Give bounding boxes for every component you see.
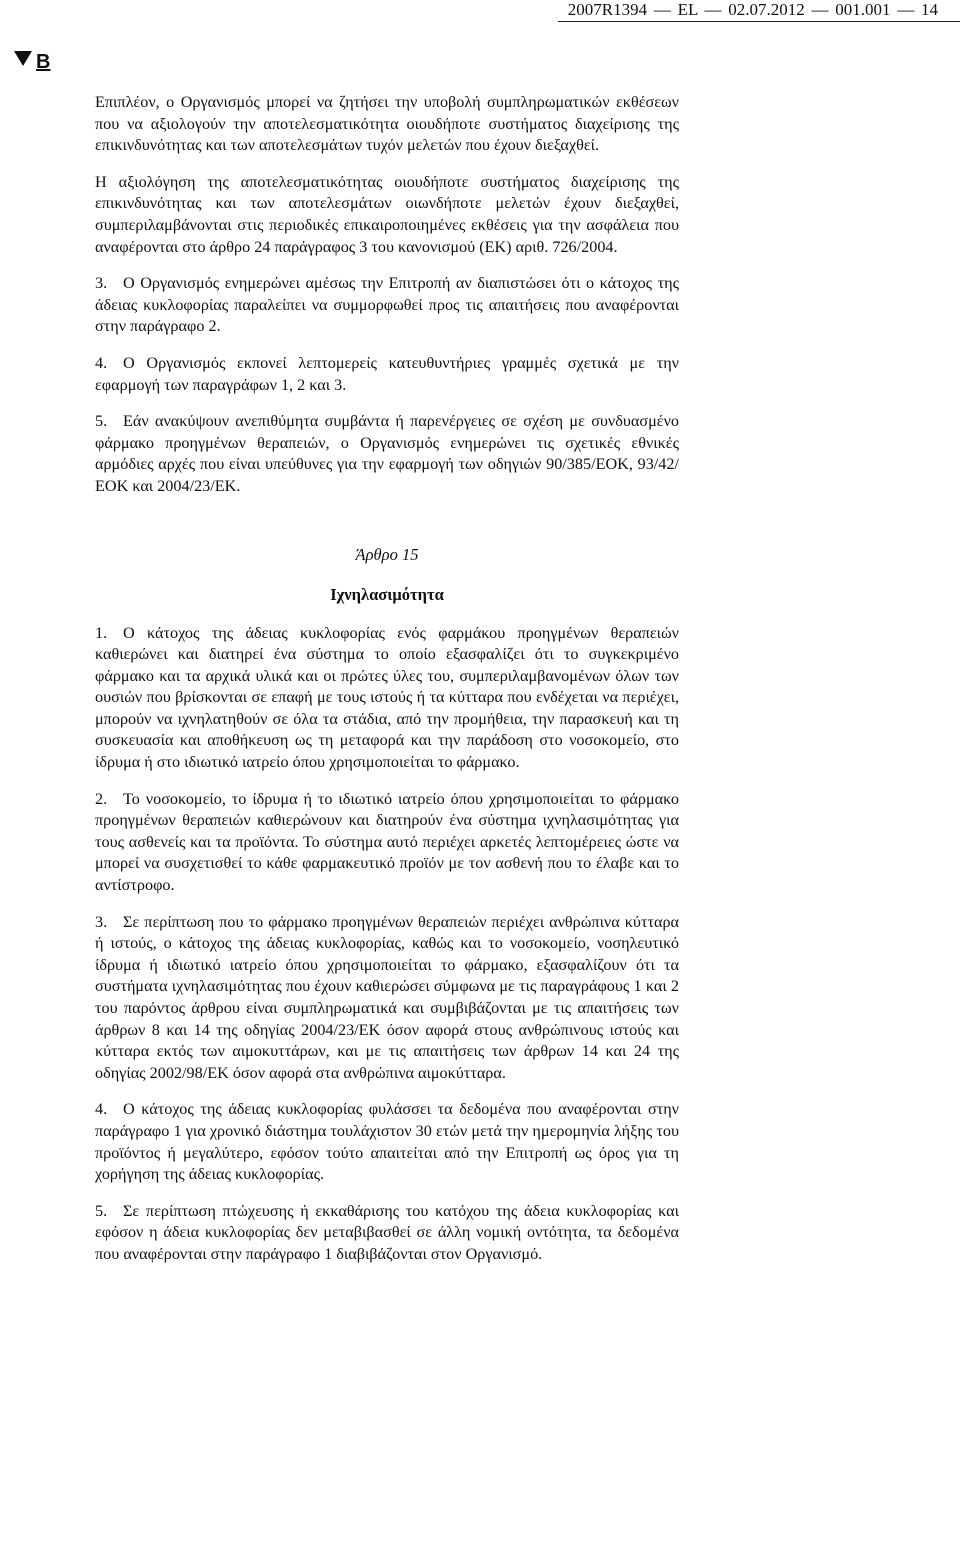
header-separator: — bbox=[811, 0, 829, 19]
header-separator: — bbox=[653, 0, 671, 19]
document-date: 02.07.2012 bbox=[728, 0, 805, 19]
paragraphs-before bbox=[95, 92, 679, 498]
paragraph bbox=[95, 411, 679, 497]
paragraph bbox=[95, 273, 679, 338]
paragraph-number: 1. bbox=[95, 623, 108, 642]
paragraph-text: Το νοσοκομείο, το ίδρυμα ή το ιδιωτικό ιατρείο όπου χρησιμοποιείται το φάρμακο προηγμένων θεραπειών καθιερώνουν και διατηρούν ένα σύστημα ιχνηλασιμότητας για τους ασθενείς και τα προϊόντα. Το σύστημα αυτό περιέχει αρκετές λεπτομέρειες ώστε να μπορεί να συσχετισθεί το κάθε φαρμακευτικό προϊόν με τον ασθενή που το έλαβε και το αντίστροφο. bbox=[95, 789, 679, 895]
article-heading: Άρθρο 15 bbox=[355, 544, 419, 564]
paragraph-number: 5. bbox=[95, 1201, 108, 1220]
header-separator: — bbox=[897, 0, 915, 19]
paragraph-text: Εάν ανακύψουν ανεπιθύμητα συμβάντα ή παρενέργειες σε σχέση με συνδυασμένο φάρμακο προηγμένων θεραπειών, ο Οργανισμός ενημερώνει τις σχετικές εθνικές αρμόδιες αρχές που είναι υπεύθυνες για την εφαρμογή των οδηγιών 90/385/ΕΟΚ, 93/42/ΕΟΚ και 2004/23/ΕΚ. bbox=[95, 412, 679, 495]
article-title: Ιχνηλασιμότητα bbox=[330, 584, 444, 604]
paragraph-text: Επιπλέον, ο Οργανισμός μπορεί να ζητήσει την υποβολή συμπληρωματικών εκθέσεων που να αξιολογούν την αποτελεσματικότητα οιουδήποτε συστήματος διαχείρισης της επικινδυνότητας και των αποτελεσμάτων τυχόν μελετών που έχουν διεξαχθεί. bbox=[95, 93, 679, 155]
paragraph bbox=[95, 1099, 679, 1185]
paragraph-text: Ο Οργανισμός εκπονεί λεπτομερείς κατευθυντήριες γραμμές σχετικά με την εφαρμογή των παραγράφων 1, 2 και 3. bbox=[95, 353, 679, 394]
paragraph-number: 3. bbox=[95, 912, 108, 931]
paragraph-text: Ο Οργανισμός ενημερώνει αμέσως την Επιτροπή αν διαπιστώσει ότι ο κάτοχος της άδειας κυκλοφορίας παραλείπει να συμμορφωθεί προς τις απαιτήσεις που αναφέρονται στην παράγραφο 2. bbox=[95, 274, 679, 336]
paragraph-text: Σε περίπτωση που το φάρμακο προηγμένων θεραπειών περιέχει ανθρώπινα κύτταρα ή ιστούς, ο κάτοχος της άδειας κυκλοφορίας, καθώς και το νοσοκομείο, νοσηλευτικό ίδρυμα ή ιδιωτικό ιατρείο όπου χρησιμοποιείται το φάρμακο, εξασφαλίζουν ότι τα συστήματα ιχνηλασιμότητας που έχουν καθιερώσει σύμφωνα με τις παραγράφους 1 και 2 του παρόντος άρθρου είναι συμπληρωματικά και συμβιβάζονται με τις απαιτήσεις των άρθρων 8 και 14 της οδηγίας 2004/23/ΕΚ όσον αφορά στους ανθρώπινους ιστούς και κύτταρα εκτός των αιμοκυττάρων, και με τις απαιτήσεις των άρθρων 14 και 24 της οδηγίας 2002/98/ΕΚ όσον αφορά στα ανθρώπινα αιμοκύτταρα. bbox=[95, 912, 679, 1082]
paragraph-text: Ο κάτοχος της άδειας κυκλοφορίας φυλάσσει τα δεδομένα που αναφέρονται στην παράγραφο 1 για χρονικό διάστημα τουλάχιστον 30 ετών μετά την ημερομηνία λήξης του προϊόντος ή μεγαλύτερο, εφόσον τούτο απαιτείται από την Επιτροπή ως όρος για τη χορήγηση της άδειας κυκλοφορίας. bbox=[95, 1100, 679, 1184]
paragraph-number: 5. bbox=[95, 412, 108, 431]
amendment-letter: B bbox=[36, 51, 51, 73]
paragraph bbox=[95, 789, 679, 897]
document-language: EL bbox=[677, 0, 698, 19]
paragraph-number: 4. bbox=[95, 1100, 108, 1119]
paragraph bbox=[95, 353, 679, 396]
amendment-marker bbox=[14, 49, 50, 75]
running-header bbox=[568, 0, 938, 22]
paragraph bbox=[95, 172, 679, 258]
paragraph-number: 2. bbox=[95, 789, 108, 808]
page-number: 14 bbox=[921, 0, 938, 19]
triangle-down-icon bbox=[14, 51, 32, 66]
paragraph bbox=[95, 92, 679, 157]
paragraph bbox=[95, 1201, 679, 1266]
header-rule bbox=[558, 21, 960, 22]
paragraph-text: Σε περίπτωση πτώχευσης ή εκκαθάρισης του κατόχου της άδεια κυκλοφορίας και εφόσον η άδεια κυκλοφορίας δεν μεταβιβασθεί σε άλλη νομική οντότητα, τα δεδομένα που αναφέρονται στην παράγραφο 1 διαβιβάζονται στον Οργανισμό. bbox=[95, 1201, 679, 1263]
paragraph bbox=[95, 623, 679, 774]
paragraph-text: Ο κάτοχος της άδειας κυκλοφορίας ενός φαρμάκου προηγμένων θεραπειών καθιερώνει και διατηρεί ένα σύστημα το οποίο εξασφαλίζει ότι το συγκεκριμένο φάρμακο και τα αρχικά υλικά και οι πρώτες ύλες του, συμπεριλαμβανομένων όλων των ουσιών που βρίσκονται σε επαφή με τους ιστούς ή τα κύτταρα που ενδέχεται να περιέχει, μπορούν να ιχνηλατηθούν σε όλα τα στάδια, από την προμήθεια, την παρασκευή και τη συσκευασία και αποθήκευση ως τη μεταφορά και την παράδοση στο νοσοκομείο, στο ίδρυμα ή στο ιδιωτικό ιατρείο όπου χρησιμοποιείται το φάρμακο. bbox=[95, 623, 679, 772]
document-body bbox=[95, 92, 679, 1281]
document-id: 2007R1394 bbox=[567, 0, 648, 19]
document-version: 001.001 bbox=[835, 0, 891, 19]
paragraph-number: 4. bbox=[95, 353, 108, 372]
paragraph bbox=[95, 912, 679, 1085]
header-separator: — bbox=[704, 0, 722, 19]
paragraph-number: 3. bbox=[95, 274, 108, 293]
paragraph-text: Η αξιολόγηση της αποτελεσματικότητας οιουδήποτε συστήματος διαχείρισης της επικινδυνότητας και των αποτελεσμάτων οιωνδήποτε μελετών έχουν διεξαχθεί, συμπεριλαμβάνονται στις περιοδικές επικαιροποιημένες εκθέσεις για την ασφάλεια που αναφέρονται στο άρθρο 24 παράγραφος 3 του κανονισμού (ΕΚ) αριθ. 726/2004. bbox=[95, 172, 679, 256]
paragraphs-after bbox=[95, 623, 679, 1266]
